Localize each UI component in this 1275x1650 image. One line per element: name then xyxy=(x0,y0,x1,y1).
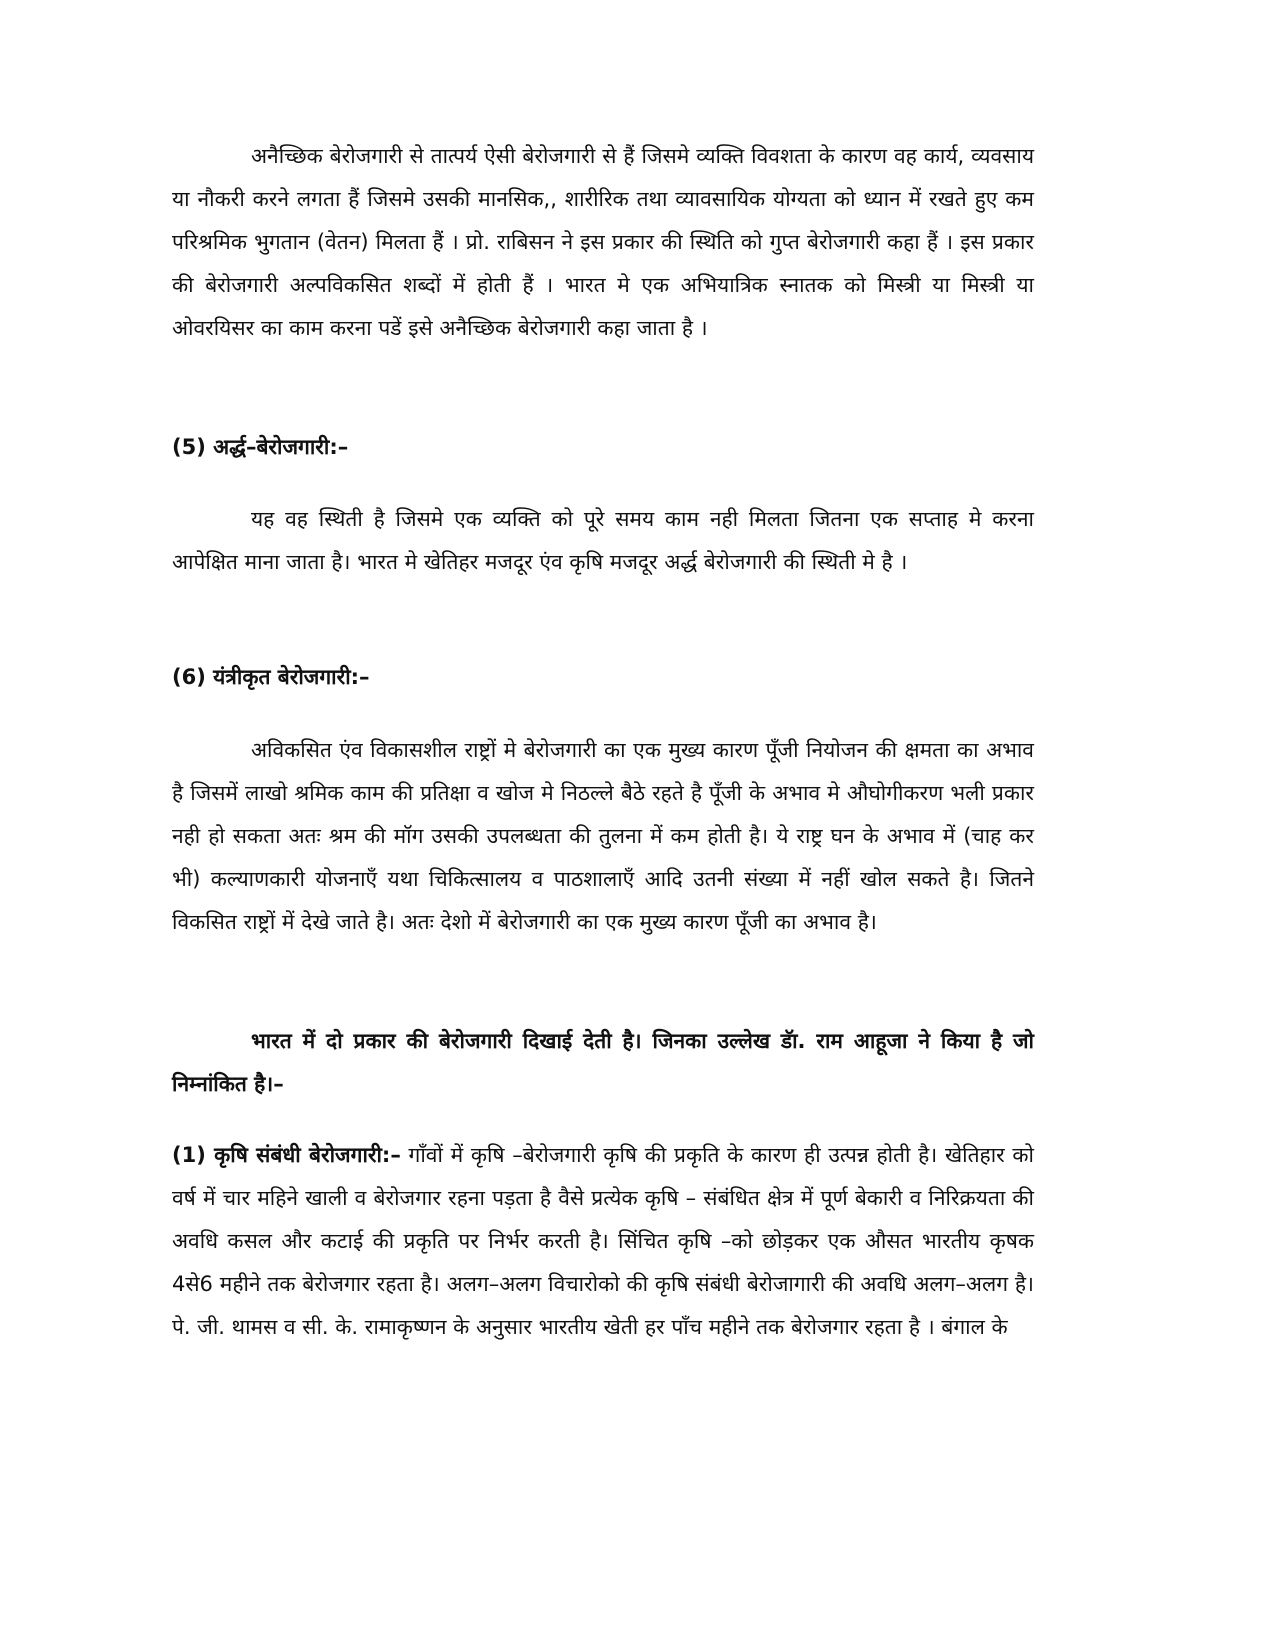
paragraph-involuntary-unemployment: अनैच्छिक बेरोजगारी से तात्पर्य ऐसी बेरोजगारी से हैं जिसमे व्यक्ति विवशता के कारण वह कार्य, व्यवसाय या नौकरी करने लगता हैं जिसमे उसकी मानसिक,, शारीरिक तथा व्यावसायिक योग्यता को ध्यान में रखते हुए कम परिश्रमिक भुगतान (वेतन) मिलता हैं । प्रो. राबिसन ने इस प्रकार की स्थिति को गुप्त बेरोजगारी कहा हैं । इस प्रकार की बेरोजगारी अल्पविकसित शब्दों में होती हैं । भारत मे एक अभियात्रिक स्नातक को मिस्त्री या मिस्त्री या ओवरयिसर का काम करना पडें इसे अनैच्छिक बेरोजगारी कहा जाता है । xyxy=(172,144,1034,340)
heading-mechanized-unemployment: (6) यंत्रीकृत बेरोजगारी:– xyxy=(172,665,370,689)
heading-semi-unemployment: (5) अर्द्ध–बेरोजगारी:– xyxy=(172,435,349,459)
paragraph-agricultural-unemployment xyxy=(172,1134,1034,1349)
paragraph-lead-heading: (1) कृषि संबंधी बेरोजगारी:– xyxy=(172,1143,401,1167)
paragraph-body-text: गाँवों में कृषि –बेरोजगारी कृषि की प्रकृति के कारण ही उत्पन्न होती है। खेतिहार को वर्ष में चार महिने खाली व बेरोजगार रहना पड़ता है वैसे प्रत्येक कृषि – संबंधित क्षेत्र में पूर्ण बेकारी व निरिक्रयता की अवधि कसल और कटाई की प्रकृति पर निर्भर करती है। सिंचित कृषि –को छोड़कर एक औसत भारतीय कृषक 4से6 महीने तक बेरोजगार रहता है। अलग–अलग विचारोको की कृषि संबंधी बेरोजागारी की अवधि अलग–अलग है। पे. जी. थामस व सी. के. रामाकृष्णन के अनुसार भारतीय खेती हर पाँच महीने तक बेरोजगार रहता है । बंगाल के xyxy=(172,1143,1034,1339)
paragraph-two-types-intro: भारत में दो प्रकार की बेरोजगारी दिखाई देती है। जिनका उल्लेख डॅा. राम आहूजा ने किया है जो निम्नांकित है।– xyxy=(172,1029,1034,1096)
paragraph-semi-unemployment: यह वह स्थिती है जिसमे एक व्यक्ति को पूरे समय काम नही मिलता जितना एक सप्ताह मे करना आपेक्षित माना जाता है। भारत मे खेतिहर मजदूर एंव कृषि मजदूर अर्द्ध बेरोजगारी की स्थिती मे है । xyxy=(172,507,1034,574)
paragraph-mechanized-unemployment: अविकसित एंव विकासशील राष्ट्रों मे बेरोजगारी का एक मुख्य कारण पूँजी नियोजन की क्षमता का अभाव है जिसमें लाखो श्रमिक काम की प्रतिक्षा व खोज मे निठल्ले बैठे रहते है पूँजी के अभाव मे औघोगीकरण भली प्रकार नही हो सकता अतः श्रम की मॉग उसकी उपलब्धता की तुलना में कम होती है। ये राष्ट्र घन के अभाव में (चाह कर भी) कल्याणकारी योजनाएँ यथा चिकित्सालय व पाठशालाएँ आदि उतनी संख्या में नहीं खोल सकते है। जितने विकसित राष्ट्रों में देखे जाते है। अतः देशो में बेरोजगारी का एक मुख्य कारण पूँजी का अभाव है। xyxy=(172,738,1034,934)
